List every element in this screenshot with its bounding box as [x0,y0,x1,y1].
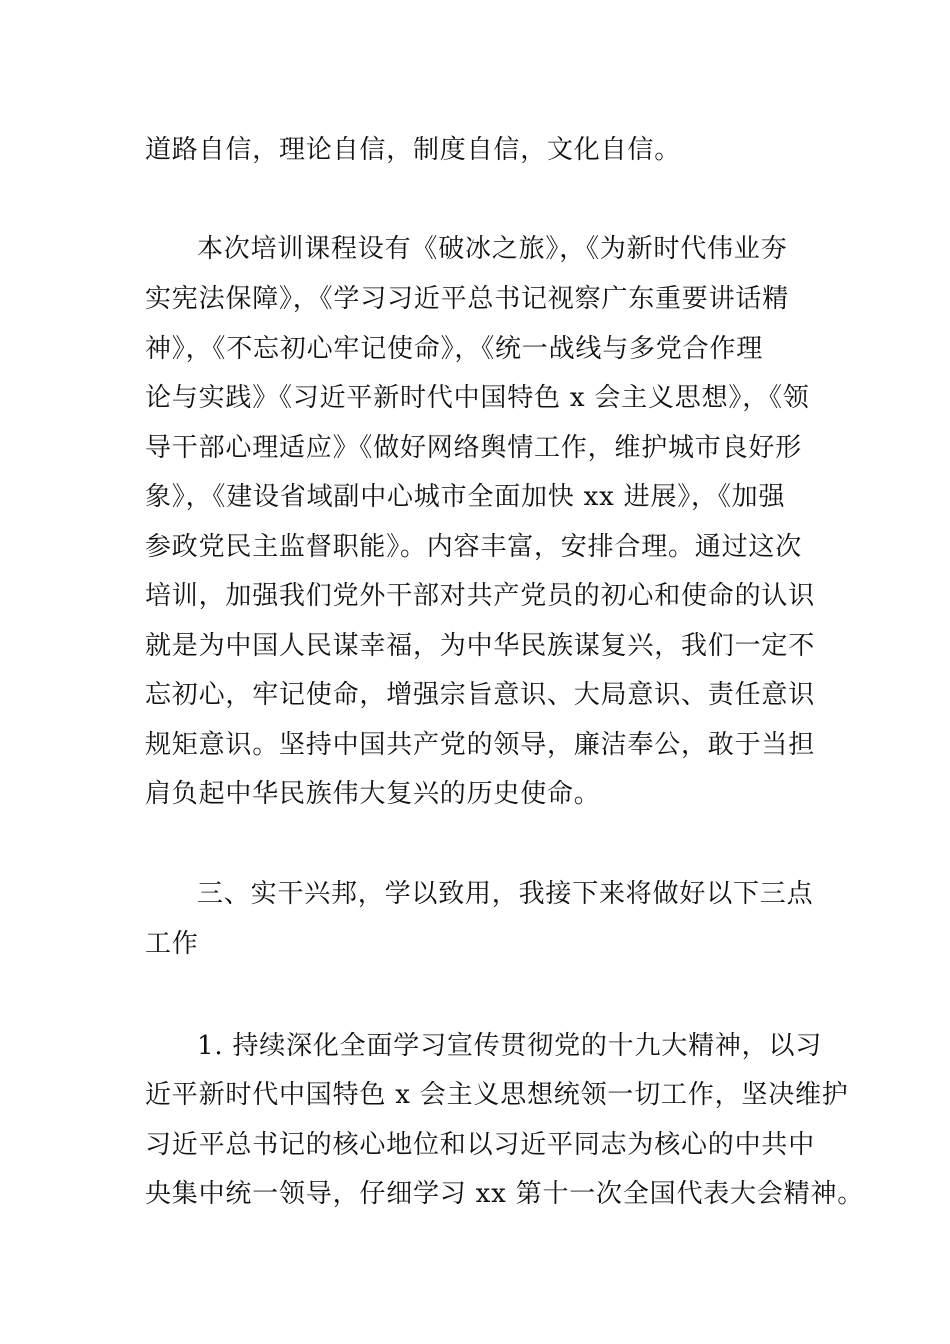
paragraph-2-line-1: 本次培训课程设有《破冰之旅》，《为新时代伟业夯 [197,234,788,264]
paragraph-4-line-2: 近平新时代中国特色 x 会主义思想统领一切工作，坚决维护 [145,1080,849,1110]
paragraph-4-line-3: 习近平总书记的核心地位和以习近平同志为核心的中共中 [145,1130,816,1160]
paragraph-2-line-11: 规矩意识。坚持中国共产党的领导，廉洁奉公，敢于当担 [145,730,816,760]
paragraph-4-line-1: 1. 持续深化全面学习宣传贯彻党的十九大精神，以习 [197,1031,823,1061]
paragraph-2-line-4: 论与实践》《习近平新时代中国特色 x 会主义思想》，《领 [145,383,810,413]
paragraph-2-line-9: 就是为中国人民谋幸福，为中华民族谋复兴，我们一定不 [145,631,816,661]
paragraph-2-line-8: 培训，加强我们党外干部对共产党员的初心和使命的认识 [145,581,816,611]
paragraph-2-line-10: 忘初心，牢记使命，增强宗旨意识、大局意识、责任意识 [145,680,816,710]
paragraph-1-line-1: 道路自信，理论自信，制度自信，文化自信。 [145,135,682,165]
paragraph-2-line-7: 参政党民主监督职能》。内容丰富，安排合理。通过这次 [145,532,803,562]
section-heading-line-2: 工作 [145,929,199,959]
paragraph-2-line-5: 导干部心理适应》《做好网络舆情工作，维护城市良好形 [145,433,803,463]
paragraph-2-line-2: 实宪法保障》，《学习习近平总书记视察广东重要讲话精 [145,284,790,314]
paragraph-2-line-12: 肩负起中华民族伟大复兴的历史使命。 [145,779,601,809]
paragraph-4-line-4: 央集中统一领导，仔细学习 xx 第十一次全国代表大会精神。 [145,1179,865,1209]
paragraph-2-line-6: 象》，《建设省域副中心城市全面加快 xx 进展》，《加强 [145,482,786,512]
paragraph-2-line-3: 神》，《不忘初心牢记使命》，《统一战线与多党合作理 [145,334,764,364]
section-heading-line-1: 三、实干兴邦，学以致用，我接下来将做好以下三点 [197,879,814,909]
